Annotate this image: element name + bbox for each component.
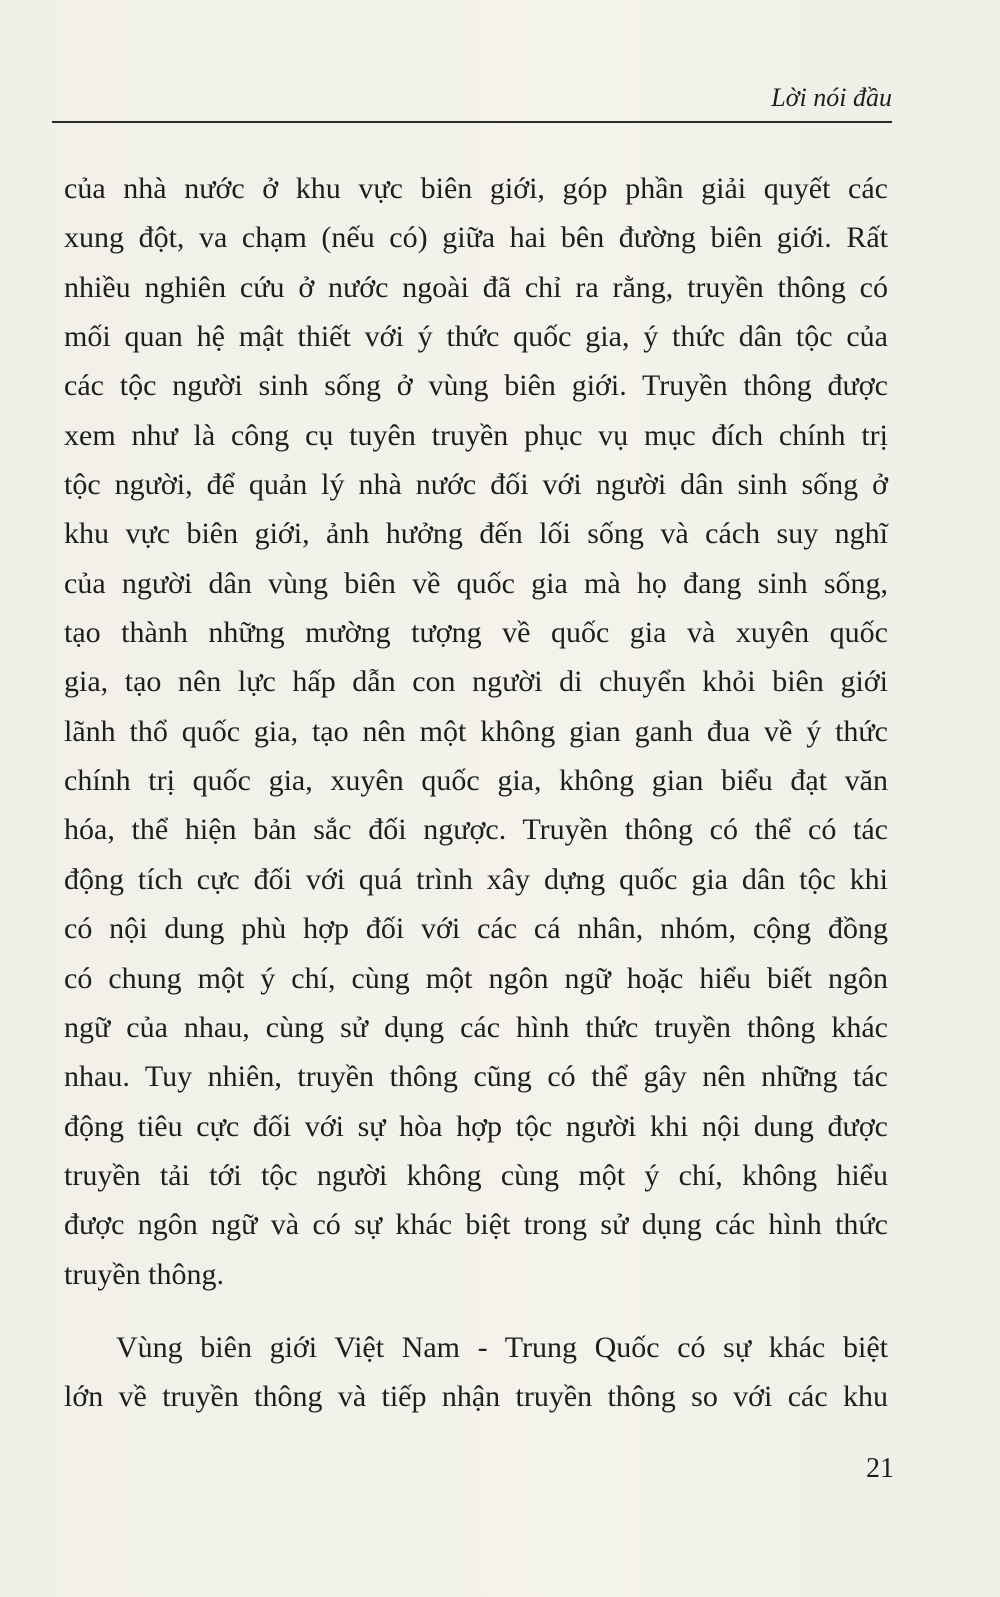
paragraph-1 — [64, 164, 888, 1299]
text-line: của người dân vùng biên về quốc gia mà họ đang sinh sống, — [64, 566, 888, 600]
text-line: ngữ của nhau, cùng sử dụng các hình thức truyền thông khác — [64, 1010, 888, 1044]
text-line: động tiêu cực đối với sự hòa hợp tộc người khi nội dung được — [64, 1109, 888, 1143]
text-line: nhiều nghiên cứu ở nước ngoài đã chỉ ra rằng, truyền thông có — [64, 270, 888, 304]
text-line: Vùng biên giới Việt Nam - Trung Quốc có sự khác biệt — [116, 1330, 888, 1364]
text-line: xem như là công cụ tuyên truyền phục vụ mục đích chính trị — [64, 418, 888, 452]
paragraph-2 — [64, 1323, 888, 1422]
text-line: truyền thông. — [64, 1257, 224, 1291]
text-line: tạo thành những mường tượng về quốc gia và xuyên quốc — [64, 616, 888, 650]
text-line: khu vực biên giới, ảnh hưởng đến lối sống và cách suy nghĩ — [64, 517, 888, 551]
header-rule — [52, 121, 892, 123]
text-line: các tộc người sinh sống ở vùng biên giới. Truyền thông được — [64, 369, 888, 403]
text-line: tộc người, để quản lý nhà nước đối với người dân sinh sống ở — [64, 468, 888, 502]
text-line: có chung một ý chí, cùng một ngôn ngữ hoặc hiểu biết ngôn — [64, 961, 888, 995]
paragraph-gap — [64, 1299, 888, 1323]
text-line: mối quan hệ mật thiết với ý thức quốc gia, ý thức dân tộc của — [64, 320, 888, 354]
body-text — [64, 164, 888, 1422]
text-line: lớn về truyền thông và tiếp nhận truyền thông so với các khu — [64, 1380, 888, 1414]
text-line: truyền tải tới tộc người không cùng một ý chí, không hiểu — [64, 1158, 888, 1192]
text-line: gia, tạo nên lực hấp dẫn con người di chuyển khỏi biên giới — [64, 665, 888, 699]
text-line: của nhà nước ở khu vực biên giới, góp phần giải quyết các — [64, 172, 888, 205]
text-line: được ngôn ngữ và có sự khác biệt trong sử dụng các hình thức — [64, 1208, 888, 1242]
page-number: 21 — [866, 1453, 894, 1484]
text-line: nhau. Tuy nhiên, truyền thông cũng có thể gây nên những tác — [64, 1060, 888, 1094]
text-line: xung đột, va chạm (nếu có) giữa hai bên đường biên giới. Rất — [64, 221, 888, 255]
text-line: động tích cực đối với quá trình xây dựng quốc gia dân tộc khi — [64, 862, 888, 896]
text-line: chính trị quốc gia, xuyên quốc gia, không gian biểu đạt văn — [64, 764, 888, 798]
running-header-title: Lời nói đầu — [771, 83, 892, 112]
text-line: có nội dung phù hợp đối với các cá nhân, nhóm, cộng đồng — [64, 912, 888, 946]
text-line: lãnh thổ quốc gia, tạo nên một không gian ganh đua về ý thức — [64, 714, 888, 748]
text-line: hóa, thể hiện bản sắc đối ngược. Truyền thông có thể có tác — [64, 813, 888, 847]
